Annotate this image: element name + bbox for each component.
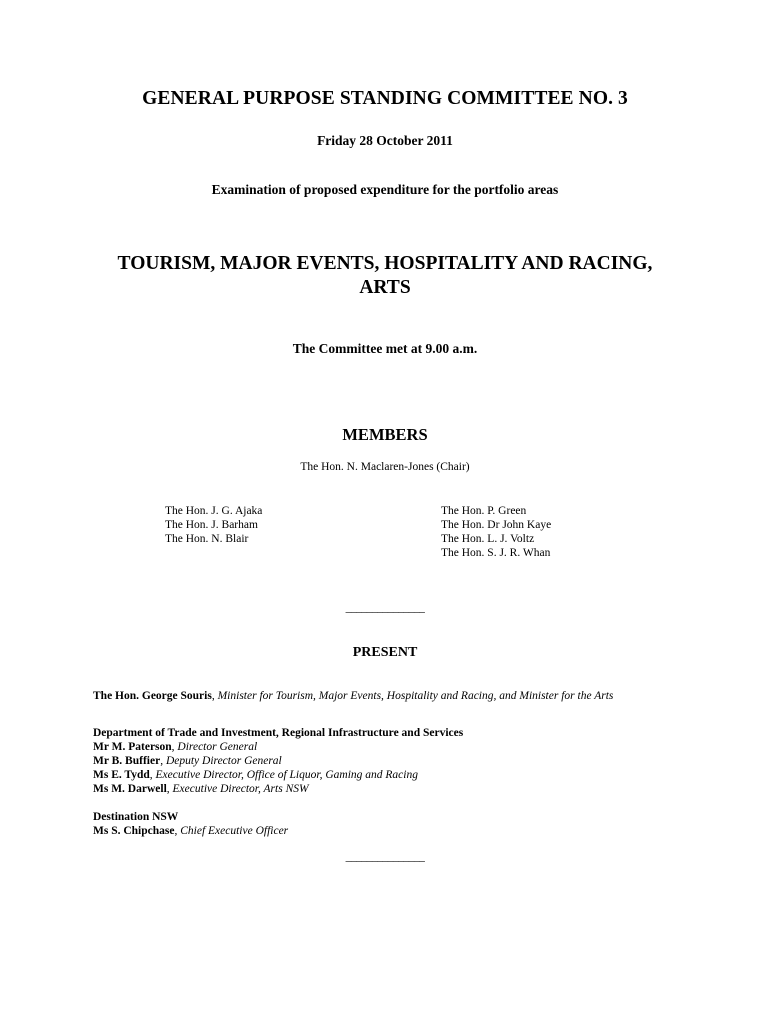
destination-block: [93, 810, 680, 838]
member-name: The Hon. Dr John Kaye: [441, 519, 552, 531]
official-name: Ms M. Darwell: [93, 783, 167, 795]
separator: ,: [211, 690, 218, 702]
official-entry: [93, 768, 680, 782]
meeting-time: The Committee met at 9.00 a.m.: [292, 341, 478, 356]
official-entry: [93, 782, 680, 796]
member-name: The Hon. J. Barham: [165, 519, 258, 531]
member-name: The Hon. J. G. Ajaka: [165, 505, 263, 517]
official-name: Mr M. Paterson: [93, 741, 172, 753]
section-divider: _______________: [345, 602, 425, 614]
section-divider: _______________: [345, 851, 425, 863]
separator: ,: [171, 741, 178, 753]
member-name: The Hon. S. J. R. Whan: [441, 547, 551, 559]
minister-name: The Hon. George Souris: [93, 690, 212, 702]
committee-title: GENERAL PURPOSE STANDING COMMITTEE NO. 3: [142, 88, 628, 109]
separator: ,: [149, 769, 156, 781]
official-role: Director General: [177, 741, 258, 753]
examination-subtitle: Examination of proposed expenditure for the portfolio areas: [211, 182, 559, 197]
official-name: Ms S. Chipchase: [93, 825, 175, 837]
minister-role: Minister for Tourism, Major Events, Hospitality and Racing, and Minister for the Arts: [217, 690, 614, 702]
hearing-date: Friday 28 October 2011: [317, 133, 453, 148]
members-heading: MEMBERS: [342, 425, 428, 444]
member-name: The Hon. N. Blair: [165, 533, 249, 545]
members-list-left: [165, 504, 262, 546]
members-list-right: [441, 504, 551, 560]
official-entry: [93, 740, 680, 754]
portfolio-title-line-2: ARTS: [359, 277, 411, 298]
official-name: Mr B. Buffier: [93, 755, 161, 767]
official-entry: [93, 824, 680, 838]
separator: ,: [166, 783, 173, 795]
committee-chair: The Hon. N. Maclaren-Jones (Chair): [300, 461, 470, 473]
official-entry: [93, 754, 680, 768]
separator: ,: [174, 825, 181, 837]
official-role: Executive Director, Arts NSW: [172, 783, 309, 795]
official-role: Deputy Director General: [165, 755, 282, 767]
official-role: Chief Executive Officer: [180, 825, 289, 837]
department-block: [93, 726, 680, 796]
present-heading: PRESENT: [352, 645, 418, 660]
member-name: The Hon. L. J. Voltz: [441, 533, 535, 545]
member-name: The Hon. P. Green: [441, 505, 527, 517]
minister-entry: [93, 689, 680, 703]
department-name: Department of Trade and Investment, Regional Infrastructure and Services: [93, 727, 464, 739]
portfolio-title: [0, 252, 770, 300]
portfolio-title-line-1: TOURISM, MAJOR EVENTS, HOSPITALITY AND RACING,: [117, 253, 653, 274]
official-role: Executive Director, Office of Liquor, Gaming and Racing: [155, 769, 418, 781]
agency-name: Destination NSW: [93, 811, 179, 823]
official-name: Ms E. Tydd: [93, 769, 150, 781]
separator: ,: [160, 755, 166, 767]
